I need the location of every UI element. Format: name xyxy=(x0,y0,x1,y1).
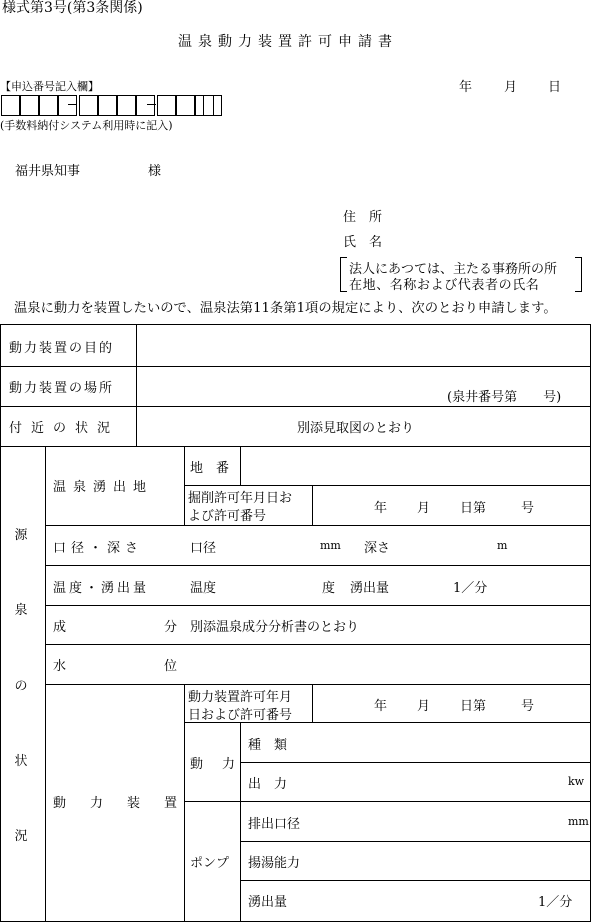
location-label: 動力装置の場所 xyxy=(9,380,115,396)
temp-label: 温度 xyxy=(190,581,217,596)
power-permit-number: 号 xyxy=(521,699,535,714)
addressee-name: 福井県知事 xyxy=(15,164,81,179)
address-label: 住 所 xyxy=(343,210,383,225)
digit-box[interactable] xyxy=(1,95,20,116)
excavation-number: 号 xyxy=(521,501,535,516)
power-permit-label-2: 日および許可番号 xyxy=(188,708,293,723)
corporate-note-line-2: 在地、名称および代表者の氏名 xyxy=(349,278,540,293)
digit-box[interactable] xyxy=(117,95,136,116)
discharge-mm-unit: mm xyxy=(568,815,589,828)
surroundings-value: 別添見取図のとおり xyxy=(297,421,415,436)
separator-dash xyxy=(147,104,156,105)
power-permit-month: 月 xyxy=(417,699,431,714)
source-status-label: 源 泉 の 状 況 xyxy=(14,528,28,844)
separator-dash xyxy=(68,104,77,105)
composition-label: 成 分 xyxy=(53,619,177,635)
m-unit: m xyxy=(497,539,508,552)
water-level-field[interactable] xyxy=(186,646,588,683)
excavation-month: 月 xyxy=(417,501,431,516)
name-label: 氏 名 xyxy=(343,235,383,250)
diameter-label: 口径 xyxy=(190,541,217,556)
surroundings-label: 付近の状況 xyxy=(9,421,120,436)
yield-per-minute-unit: 1／分 xyxy=(538,895,573,910)
kw-unit: kw xyxy=(568,775,585,788)
body-text: 温泉に動力を装置したいので、温泉法第11条第1項の規定により、次のとおり申請します。 xyxy=(14,301,557,316)
water-level-label: 水 位 xyxy=(53,658,177,674)
outflow-place-label: 温泉湧出地 xyxy=(53,480,154,495)
composition-value: 別添温泉成分分析書のとおり xyxy=(190,620,360,635)
date-year-label: 年 xyxy=(459,80,473,95)
spring-number: (泉井番号第 号) xyxy=(447,390,562,405)
flow-label: 湧出量 xyxy=(350,581,390,596)
date-day-label: 日 xyxy=(548,80,562,95)
right-bracket xyxy=(575,257,582,292)
date-month-label: 月 xyxy=(504,80,518,95)
digit-box[interactable] xyxy=(176,95,195,116)
excavation-year: 年 xyxy=(374,501,388,516)
addressee-honorific: 様 xyxy=(148,164,162,179)
form-number: 様式第3号(第3条関係) xyxy=(2,0,143,16)
power-label: 動 力 xyxy=(190,757,239,772)
power-permit-year: 年 xyxy=(374,699,388,714)
digit-box[interactable] xyxy=(203,95,222,116)
pump-label: ポンプ xyxy=(190,856,230,871)
application-number-note: (手数料納付システム利用時に記入) xyxy=(0,119,173,132)
purpose-label: 動力装置の目的 xyxy=(9,340,115,356)
lot-field[interactable] xyxy=(242,448,588,484)
yield-label: 湧出量 xyxy=(248,895,288,910)
digit-box[interactable] xyxy=(98,95,117,116)
left-bracket xyxy=(340,257,347,292)
digit-box[interactable] xyxy=(20,95,39,116)
type-label: 種 類 xyxy=(248,738,288,753)
lot-label: 地 番 xyxy=(190,461,230,476)
output-label: 出 力 xyxy=(248,777,288,792)
diameter-depth-label: 口径・深さ xyxy=(53,541,144,556)
digit-box[interactable] xyxy=(136,95,155,116)
digit-box[interactable] xyxy=(39,95,58,116)
discharge-diameter-label: 排出口径 xyxy=(248,817,301,832)
mm-unit: mm xyxy=(320,539,341,552)
depth-label: 深さ xyxy=(364,541,391,556)
corporate-note-line-1: 法人にあつては、主たる事務所の所 xyxy=(349,262,558,277)
temp-flow-label: 温度・湧出量 xyxy=(53,581,150,596)
digit-box[interactable] xyxy=(79,95,98,116)
lifting-capacity-label: 揚湯能力 xyxy=(248,856,301,871)
excavation-day-no: 日第 xyxy=(460,501,487,516)
excavation-permit-label-2: よび許可番号 xyxy=(188,509,267,524)
power-permit-label-1: 動力装置許可年月 xyxy=(188,690,293,705)
power-permit-day-no: 日第 xyxy=(460,699,487,714)
excavation-permit-label-1: 掘削許可年月日お xyxy=(188,491,293,506)
digit-box[interactable] xyxy=(157,95,176,116)
power-device-label: 動 力 装 置 xyxy=(53,795,177,811)
per-minute-unit: 1／分 xyxy=(453,581,488,596)
page-title: 温泉動力装置許可申請書 xyxy=(178,34,398,50)
application-number-label: 【申込番号記入欄】 xyxy=(0,80,99,93)
degree-unit: 度 xyxy=(322,581,336,596)
purpose-field[interactable] xyxy=(138,326,588,365)
digit-box[interactable] xyxy=(58,95,77,116)
